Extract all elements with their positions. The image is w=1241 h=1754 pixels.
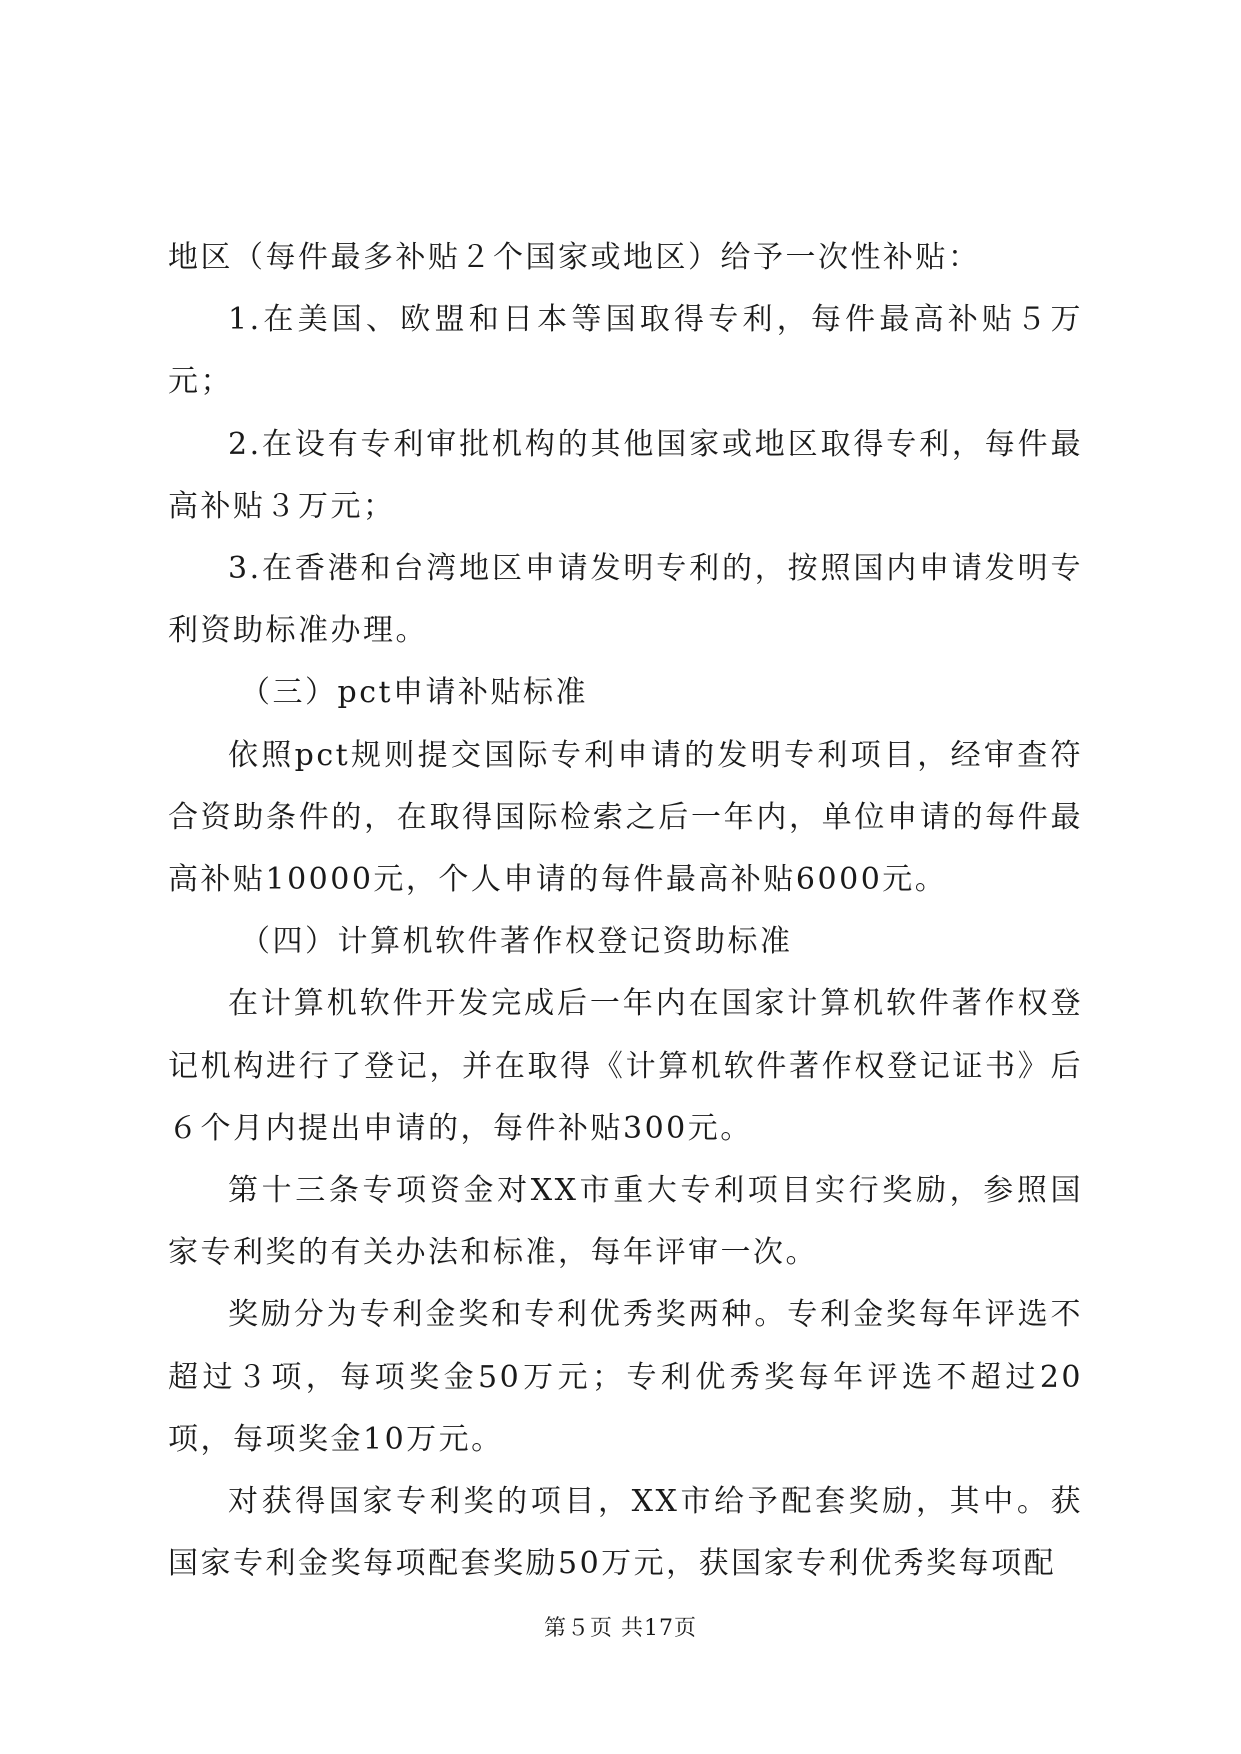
paragraph-article-13: 第十三条专项资金对XX市重大专利项目实行奖励，参照国家专利奖的有关办法和标准，每年评审一次。 xyxy=(168,1173,1083,1271)
section-heading-software: （四）计算机软件著作权登记资助标准 xyxy=(240,924,793,960)
document-body xyxy=(168,227,1083,1595)
section-heading-pct: （三）pct申请补贴标准 xyxy=(240,675,589,711)
paragraph-item-1: 1.在美国、欧盟和日本等国取得专利，每件最高补贴５万元； xyxy=(168,302,1083,400)
paragraph-item-3: 3.在香港和台湾地区申请发明专利的，按照国内申请发明专利资助标准办理。 xyxy=(168,551,1083,649)
paragraph-subsidy-intro: 地区（每件最多补贴２个国家或地区）给予一次性补贴： xyxy=(168,240,981,275)
paragraph-software-standard: 在计算机软件开发完成后一年内在国家计算机软件著作权登记机构进行了登记，并在取得《计算机软件著作权登记证书》后６个月内提出申请的，每件补贴300元。 xyxy=(168,986,1083,1146)
paragraph-matching-award: 对获得国家专利奖的项目，XX市给予配套奖励，其中。获国家专利金奖每项配套奖励50万元，获国家专利优秀奖每项配 xyxy=(168,1484,1083,1582)
paragraph-pct-standard: 依照pct规则提交国际专利申请的发明专利项目，经审查符合资助条件的，在取得国际检索之后一年内，单位申请的每件最高补贴10000元，个人申请的每件最高补贴6000元。 xyxy=(168,737,1083,898)
paragraph-item-2: 2.在设有专利审批机构的其他国家或地区取得专利，每件最高补贴３万元； xyxy=(168,426,1083,524)
paragraph-award-types: 奖励分为专利金奖和专利优秀奖两种。专利金奖每年评选不超过３项，每项奖金50万元；专利优秀奖每年评选不超过20项，每项奖金10万元。 xyxy=(168,1297,1083,1457)
page-number: 第５页 共17页 xyxy=(544,1616,697,1641)
